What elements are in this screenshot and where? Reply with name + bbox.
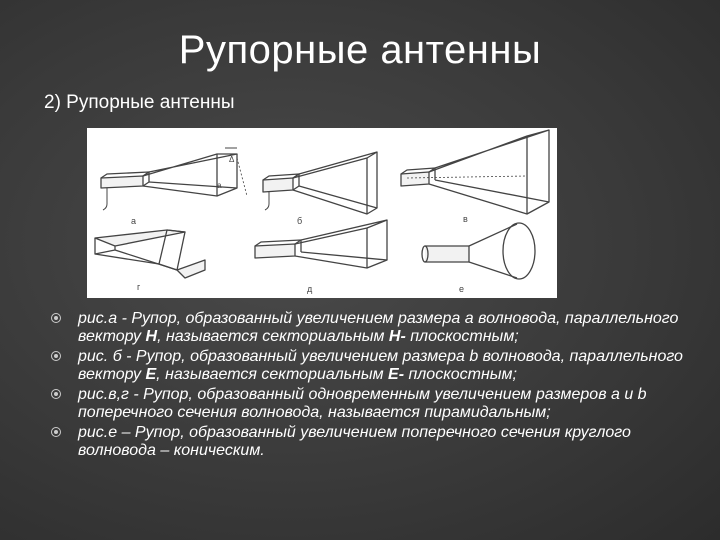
caption-text: рис.в,г - Рупор, образованный одновременным увеличением размеров а и b поперечного сечения волновода, называется пирамидальным; <box>78 386 647 421</box>
horn-antennas-figure <box>87 128 557 298</box>
label-v: в <box>463 214 468 224</box>
circle-bullet-icon <box>50 388 62 400</box>
label-e: е <box>459 284 465 294</box>
label-d: д <box>307 284 313 294</box>
caption-text: рис.е – Рупор, образованный увеличением поперечного сечения круглого волновода – коническим. <box>78 424 631 459</box>
horn-b-drawing <box>263 152 377 214</box>
horn-diagrams <box>87 128 557 298</box>
dim-delta-label: Δ <box>229 155 235 164</box>
caption-list <box>50 310 700 462</box>
caption-item <box>50 348 700 383</box>
caption-text: рис. б - Рупор, образованный увеличением размера b волновода, параллельного вектору Е, называется секториальным Е- плоскостным; <box>78 348 683 383</box>
circle-bullet-icon <box>50 312 62 324</box>
caption-item <box>50 424 700 459</box>
caption-item <box>50 310 700 345</box>
horn-e-drawing <box>422 223 535 279</box>
caption-text: рис.а - Рупор, образованный увеличением размера а волновода, параллельного вектору Н, называется секториальным Н- плоскостным; <box>78 310 679 345</box>
circle-bullet-icon <box>50 426 62 438</box>
caption-item <box>50 386 700 421</box>
label-a: а <box>131 216 137 226</box>
horn-v-drawing <box>401 130 549 214</box>
slide-title: Рупорные антенны <box>178 28 542 72</box>
slide-subtitle: 2) Рупорные антенны <box>44 92 235 113</box>
dim-a-label: а <box>217 181 222 190</box>
horn-a-drawing <box>101 148 247 210</box>
horn-d-drawing <box>255 220 387 268</box>
label-b: б <box>297 216 303 226</box>
circle-bullet-icon <box>50 350 62 362</box>
horn-g-drawing <box>95 230 205 278</box>
label-g: г <box>137 282 141 292</box>
